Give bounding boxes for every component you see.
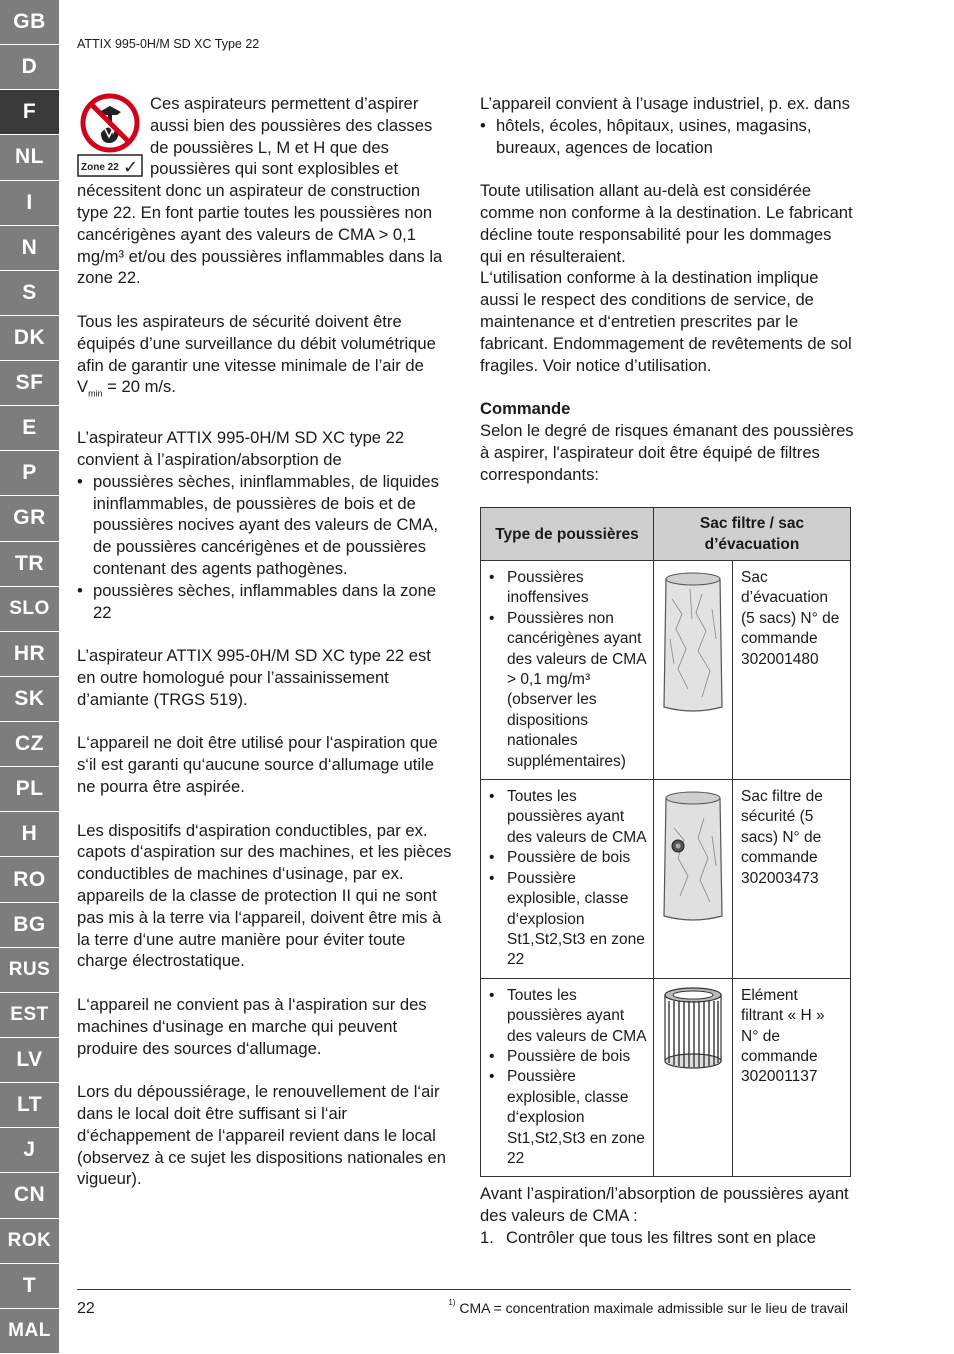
safety-filter-bag-icon (662, 788, 724, 928)
suitability-list (77, 471, 452, 624)
paragraph-air-renewal: Lors du dépoussiérage, le renouvellement de l‘air dans le local doit être suffisant si l‘air d‘échappement de l‘appareil revient dans le local (observez à ce sujet les dispositions nationales en vigueur). (77, 1082, 446, 1189)
usage-list (480, 115, 855, 159)
footer-divider (77, 1289, 851, 1290)
language-tab-t[interactable]: T (0, 1264, 59, 1309)
paragraph-grounding: Les dispositifs d‘aspiration conductibles, par ex. capots d‘aspiration sur des machines, et les pièces conductibles de machines d‘usinage, par ex. appareils de la classe de protection II qui ne sont pas mis à la terre via l‘appareil, doivent être mis à la terre d‘une autre manière pour éviter toute charge électrostatique. (77, 820, 452, 971)
paragraph-ignition: L‘appareil ne doit être utilisé pour l‘aspiration que s‘il est garanti qu‘aucune source d‘allumage utile ne pourra être aspirée. (77, 733, 438, 797)
language-tab-cn[interactable]: CN (0, 1173, 59, 1218)
table-row (481, 780, 851, 979)
language-tab-rok[interactable]: ROK (0, 1219, 59, 1264)
list-item: • Poussières inoffensives (489, 568, 647, 609)
language-tab-nl[interactable]: NL (0, 135, 59, 180)
filter-table (480, 507, 851, 1177)
language-tab-i[interactable]: I (0, 181, 59, 226)
dust-types-cell (481, 780, 654, 979)
section-title: Commande (480, 399, 571, 419)
list-item: • Poussière de bois (489, 1047, 647, 1067)
paragraph-suitability: L’aspirateur ATTIX 995-0H/M SD XC type 22 convient à l’aspiration/absorption de (77, 428, 405, 470)
language-tab-h[interactable]: H (0, 812, 59, 857)
language-sidebar (0, 0, 59, 1354)
numbered-step: 1. Contrôler que tous les filtres sont en place (480, 1227, 816, 1247)
language-tab-j[interactable]: J (0, 1128, 59, 1173)
language-tab-d[interactable]: D (0, 45, 59, 90)
paragraph-conforming-use: L‘utilisation conforme à la destination implique aussi le respect des conditions de service, de maintenance et d‘entretien prescrites par le fabricant. Endommagement de revêtements de sol fragiles. Voir notice d’utilisation. (480, 268, 852, 375)
language-tab-rus[interactable]: RUS (0, 948, 59, 993)
paragraph-nonconforming: Toute utilisation allant au-delà est considérée comme non conforme à la destination. Le fabricant décline toute responsabilité pour les dommages qui en résulteraient. (480, 181, 853, 266)
language-tab-est[interactable]: EST (0, 993, 59, 1038)
list-item: • Poussière explosible, classe d‘explosion St1,St2,St3 en zone 22 (489, 869, 647, 971)
zone-label: Zone 22 (81, 162, 119, 173)
language-tab-gb[interactable]: GB (0, 0, 59, 45)
intro-block (77, 93, 452, 289)
dust-types-cell (481, 561, 654, 780)
language-tab-ro[interactable]: RO (0, 857, 59, 902)
language-tab-p[interactable]: P (0, 451, 59, 496)
product-description: Elément filtrant « H » N° de commande 302001137 (733, 978, 851, 1177)
language-tab-n[interactable]: N (0, 226, 59, 271)
language-tab-hr[interactable]: HR (0, 632, 59, 677)
paragraph-industrial-use: L’appareil convient à l’usage industriel, p. ex. dans (480, 94, 850, 113)
language-tab-lt[interactable]: LT (0, 1083, 59, 1128)
page-number: 22 (77, 1300, 95, 1317)
filter-cartridge-icon (662, 987, 724, 1069)
list-item: • hôtels, écoles, hôpitaux, usines, magasins, bureaux, agences de location (480, 115, 855, 159)
right-column (480, 93, 855, 507)
language-tab-slo[interactable]: SLO (0, 587, 59, 632)
language-tab-mal[interactable]: MAL (0, 1309, 59, 1354)
product-description: Sac filtre de sécurité (5 sacs) N° de commande 302003473 (733, 780, 851, 979)
language-tab-sf[interactable]: SF (0, 361, 59, 406)
language-tab-e[interactable]: E (0, 406, 59, 451)
table-row (481, 978, 851, 1177)
section-intro: Selon le degré de risques émanant des poussières à aspirer, l'aspirateur doit être équipé de filtres correspondants: (480, 420, 854, 484)
footnote: $^{1)}$ CMA = concentration maximale admissible sur le lieu de travail (448, 1298, 848, 1316)
language-tab-tr[interactable]: TR (0, 542, 59, 587)
document-header: ATTIX 995-0H/M SD XC Type 22 (77, 37, 260, 51)
list-item: • Poussières non cancérigènes ayant des valeurs de CMA > 0,1 mg/m³ (observer les dispositions nationales supplémentaires) (489, 609, 647, 772)
language-tab-gr[interactable]: GR (0, 496, 59, 541)
image-cell (654, 978, 733, 1177)
paragraph-volume-monitoring: Tous les aspirateurs de sécurité doivent être équipés d’une surveillance du débit volumétrique afin de garantir une vitesse minimale de l’air de $V_{min} = 20$ m/s. (77, 311, 436, 399)
list-item: • poussières sèches, ininflammables, de liquides ininflammables, de poussières de bois et de poussières nocives ayant des valeurs de CMA, de poussières cancérigènes et de poussières contenant des agents pathogènes. (77, 471, 452, 580)
column-header: Sac filtre / sac d’évacuation (654, 508, 851, 561)
list-item: • poussières sèches, inflammables dans la zone 22 (77, 580, 452, 624)
filter-bag-icon (662, 569, 724, 719)
column-header: Type de poussières (481, 508, 654, 561)
intro-paragraph: Ces aspirateurs permettent d’aspirer aussi bien des poussières des classes de poussières L, M et H que des poussières qui sont explosibles et nécessitent donc un aspirateur de construction type 22. En font partie toutes les poussières non cancérigènes ayant des valeurs de CMA > 0,1 mg/m³ et/ou des poussières inflammables dans la zone 22. (77, 94, 443, 288)
language-tab-pl[interactable]: PL (0, 767, 59, 812)
product-description: Sac d’évacuation (5 sacs) N° de commande 302001480 (733, 561, 851, 780)
language-tab-s[interactable]: S (0, 271, 59, 316)
left-column (77, 93, 452, 1212)
language-tab-sk[interactable]: SK (0, 677, 59, 722)
dust-types-cell (481, 978, 654, 1177)
list-item: • Poussière explosible, classe d‘explosion St1,St2,St3 en zone 22 (489, 1067, 647, 1169)
language-tab-dk[interactable]: DK (0, 316, 59, 361)
table-header-row (481, 508, 851, 561)
instruction-intro: Avant l’aspiration/l’absorption de poussières ayant des valeurs de CMA : (480, 1184, 849, 1225)
language-tab-cz[interactable]: CZ (0, 722, 59, 767)
table-row (481, 561, 851, 780)
list-item: • Poussière de bois (489, 848, 647, 868)
check-mark: ✓ (123, 157, 139, 178)
pre-use-instructions (480, 1183, 855, 1248)
list-item: • Toutes les poussières ayant des valeurs de CMA (489, 787, 647, 848)
no-ignition-zone22-sign-icon (77, 93, 143, 179)
list-item: • Toutes les poussières ayant des valeurs de CMA (489, 986, 647, 1047)
paragraph-asbestos: L’aspirateur ATTIX 995-0H/M SD XC type 22 est en outre homologué pour l’assainissement d’amiante (TRGS 519). (77, 646, 431, 709)
language-tab-lv[interactable]: LV (0, 1038, 59, 1083)
image-cell (654, 780, 733, 979)
image-cell (654, 561, 733, 780)
paragraph-machines: L‘appareil ne convient pas à l‘aspiration sur des machines d‘usinage en marche qui peuvent produire des sources d‘allumage. (77, 994, 427, 1058)
language-tab-f[interactable]: F (0, 90, 59, 135)
language-tab-bg[interactable]: BG (0, 903, 59, 948)
